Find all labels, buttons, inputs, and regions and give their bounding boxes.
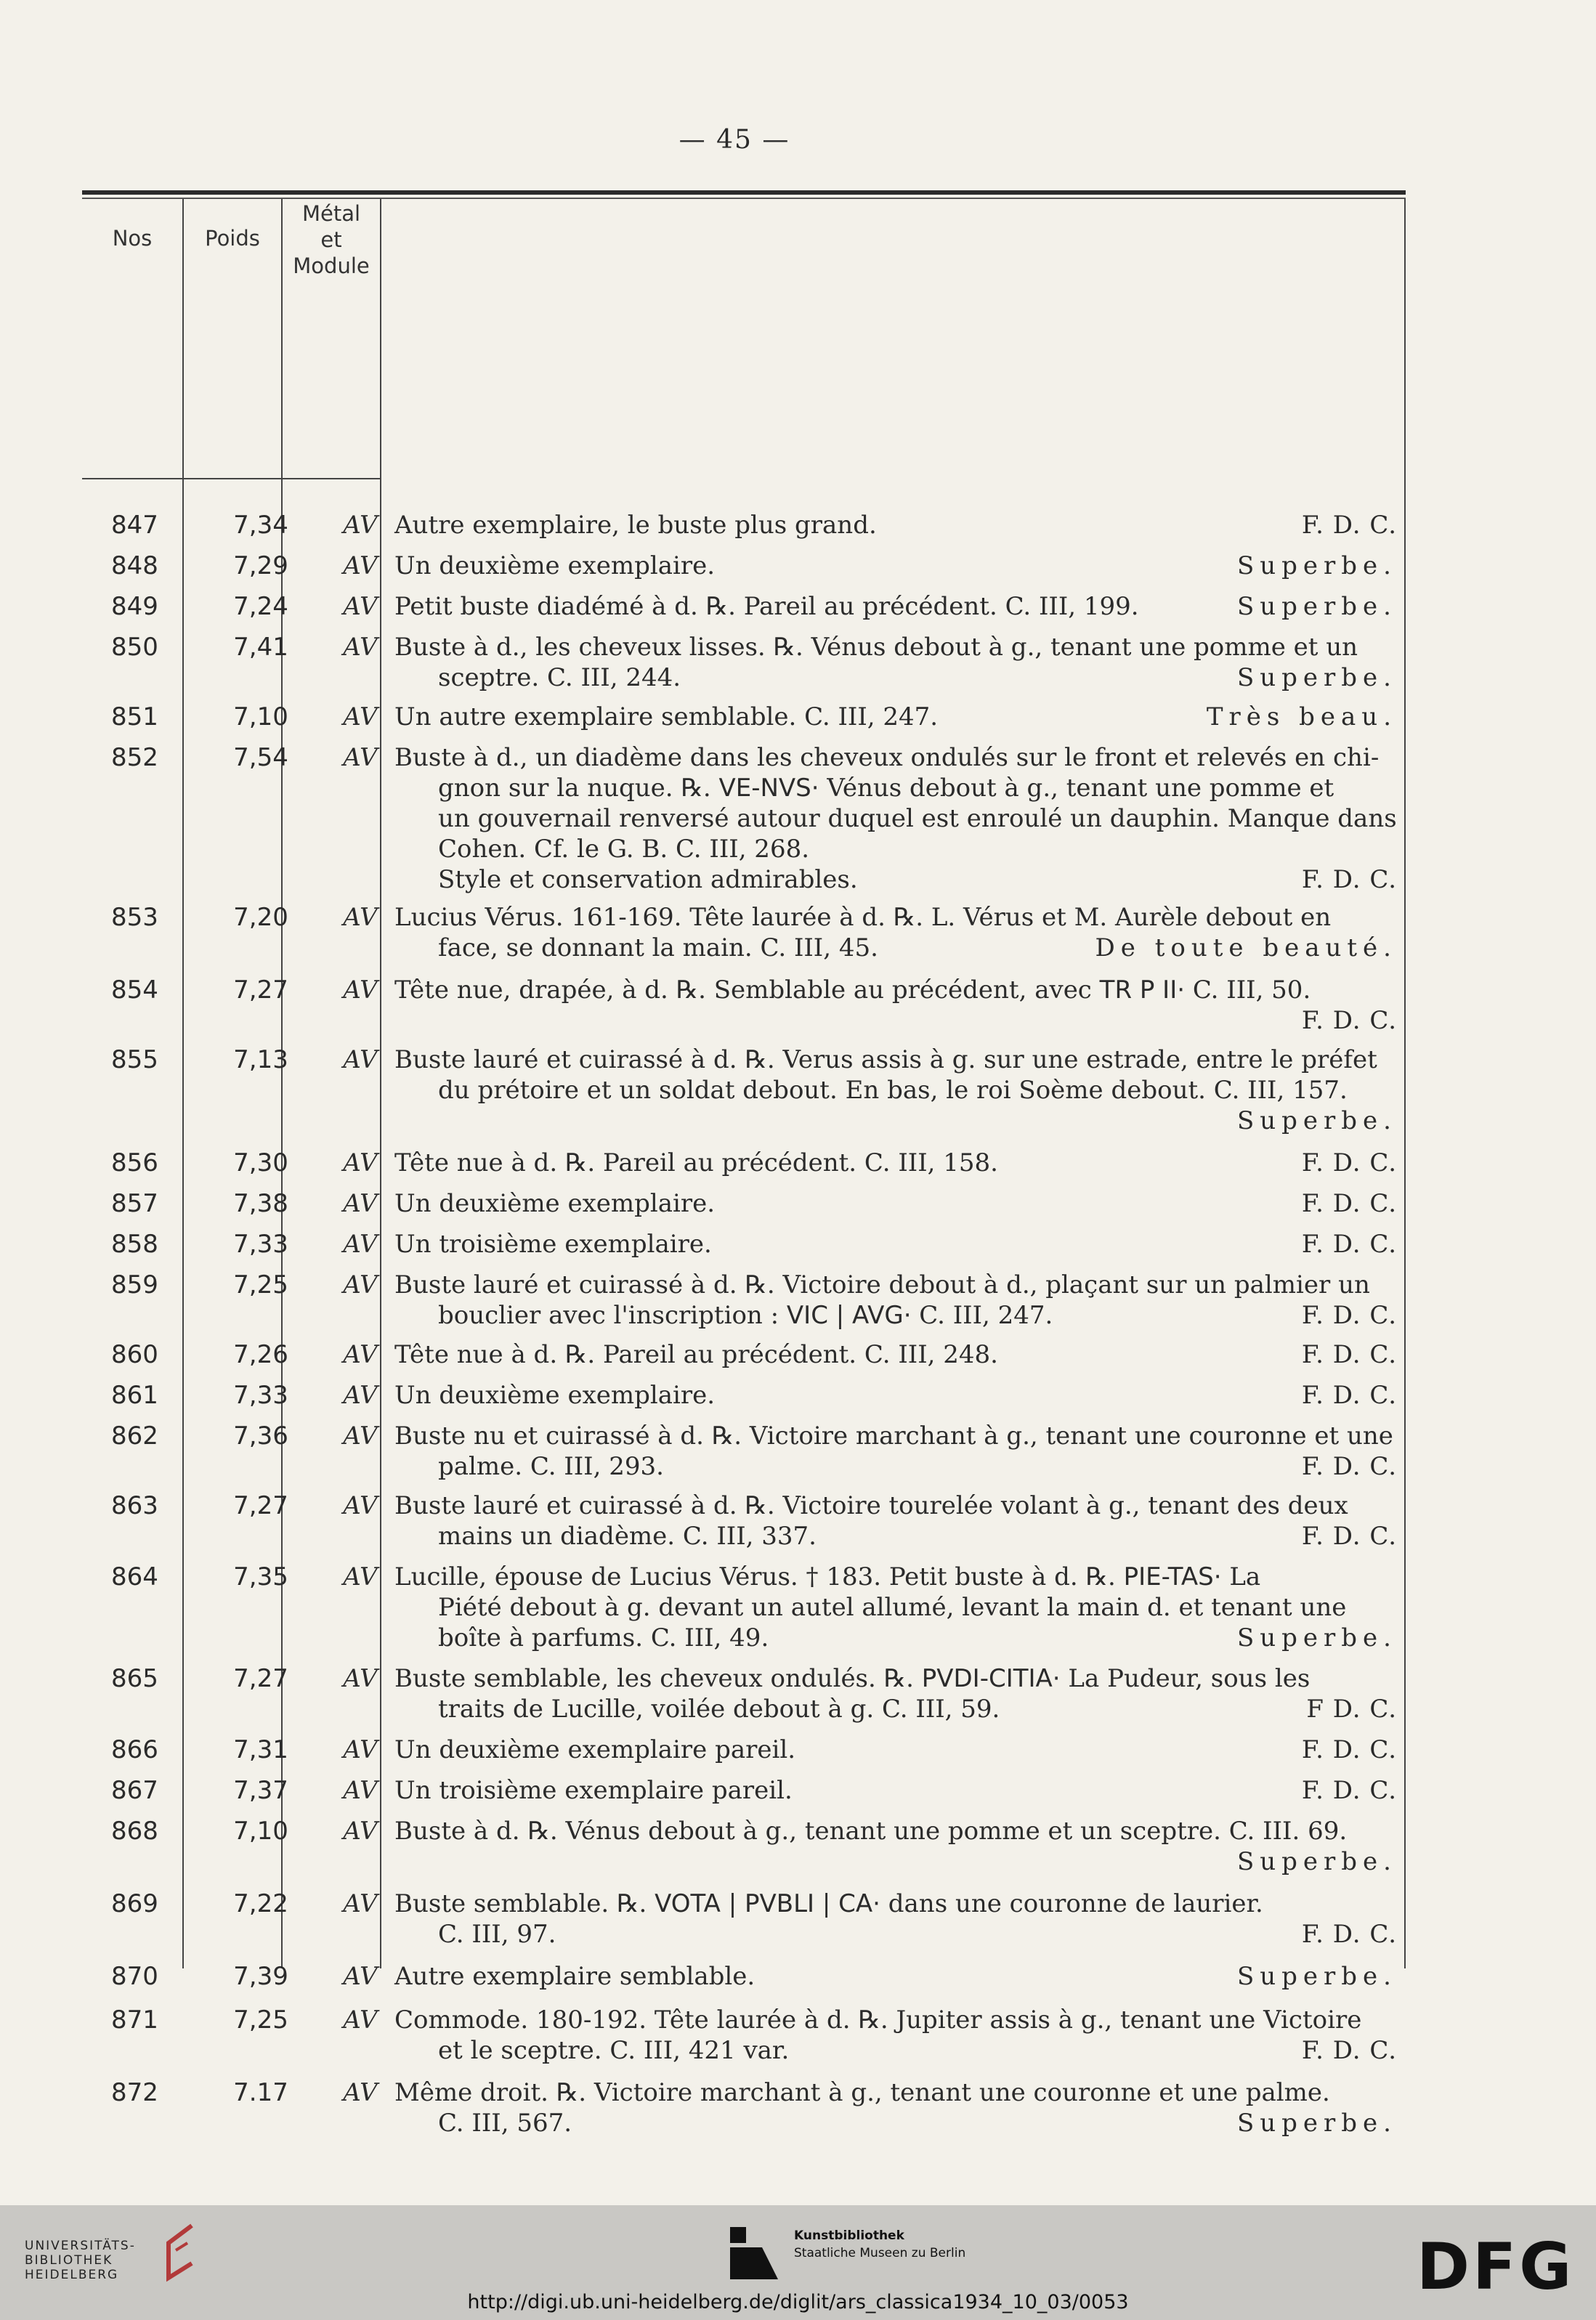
lot-metal: AV <box>343 1664 378 1693</box>
university-line: HEIDELBERG <box>25 2268 119 2282</box>
lot-grade: F. D. C. <box>1301 2036 1397 2065</box>
description-line: un gouvernail renversé autour duquel est enroulé un dauphin. Manque dans <box>438 804 1397 833</box>
lot-metal: AV <box>343 976 378 1005</box>
description-line: Tête nue, drapée, à d. ℞. Semblable au précédent, avec TR P II· C. III, 50. F. D. C. <box>394 976 1397 1035</box>
lot-metal: AV <box>343 743 378 772</box>
description-line: et le sceptre. C. III, 421 var. F. D. C. <box>438 2036 1397 2065</box>
lot-grade: Superbe. <box>1236 1847 1397 1876</box>
header-nos: Nos <box>112 226 153 251</box>
lot-number: 852 <box>111 743 158 772</box>
description-line: Buste à d., un diadème dans les cheveux ondulés sur le front et relevés en chi- <box>394 743 1380 772</box>
lot-description <box>394 1188 1397 1219</box>
header-metal-line: Métal <box>301 201 361 226</box>
lot-weight: 7,27 <box>233 1664 288 1693</box>
lot-weight: 7,31 <box>233 1735 288 1764</box>
lot-description <box>394 1735 1397 1765</box>
description-line: gnon sur la nuque. ℞. VE-NVS· Vénus debout à g., tenant une pomme et <box>438 774 1334 803</box>
lot-metal: AV <box>343 1270 378 1299</box>
page-number: — 45 — <box>678 125 790 155</box>
lot-description <box>394 1380 1397 1411</box>
lot-number: 870 <box>111 1962 158 1991</box>
description-line: Un deuxième exemplaire. F. D. C. <box>394 1189 1397 1218</box>
lot-grade: F. D. C. <box>1301 1006 1397 1035</box>
description-line: Buste à d., les cheveux lisses. ℞. Vénus debout à g., tenant une pomme et un <box>394 633 1358 662</box>
lot-description <box>394 1339 1397 1370</box>
column-divider <box>281 199 283 1968</box>
lot-metal: AV <box>343 1045 378 1074</box>
description-line: traits de Lucille, voilée debout à g. C. III, 59. F D. C. <box>438 1695 1397 1724</box>
kunstbibliothek-title: Kunstbibliothek <box>794 2228 904 2243</box>
lot-weight: 7,30 <box>233 1148 288 1177</box>
lot-number: 859 <box>111 1270 158 1299</box>
description-line: boîte à parfums. C. III, 49. Superbe. <box>438 1623 1397 1652</box>
lot-number: 871 <box>111 2005 158 2035</box>
source-url[interactable]: http://digi.ub.uni-heidelberg.de/diglit/ars_classica1934_10_03/0053 <box>467 2291 1129 2313</box>
lot-description <box>394 1961 1397 1992</box>
lot-grade: F. D. C. <box>1301 1340 1397 1369</box>
lot-weight: 7,33 <box>233 1381 288 1410</box>
lot-grade: F. D. C. <box>1301 1776 1397 1805</box>
dfg-logo: DFG <box>1417 2229 1575 2304</box>
top-rule <box>82 190 1406 195</box>
lot-description <box>394 1562 1397 1653</box>
lot-grade: Superbe. <box>1236 1962 1397 1991</box>
description-line: Buste nu et cuirassé à d. ℞. Victoire marchant à g., tenant une couronne et une <box>394 1421 1393 1451</box>
description-line: Lucius Vérus. 161-169. Tête laurée à d. ℞. L. Vérus et M. Aurèle debout en <box>394 903 1332 932</box>
lot-description <box>394 1270 1397 1331</box>
lot-metal: AV <box>343 903 378 932</box>
lot-weight: 7,34 <box>233 511 288 540</box>
lot-number: 861 <box>111 1381 158 1410</box>
lot-grade: F. D. C. <box>1301 1301 1397 1330</box>
lot-number: 864 <box>111 1562 158 1591</box>
lot-grade: F. D. C. <box>1301 1148 1397 1177</box>
footer-bar <box>0 2205 1596 2320</box>
description-line: Lucille, épouse de Lucius Vérus. † 183. Petit buste à d. ℞. PIE-TAS· La <box>394 1562 1261 1591</box>
lot-number: 858 <box>111 1230 158 1259</box>
lot-description <box>394 902 1397 963</box>
description-line: Piété debout à g. devant un autel allumé, levant la main d. et tenant une <box>438 1593 1347 1622</box>
lot-metal: AV <box>343 1230 378 1259</box>
lot-grade: Superbe. <box>1236 2109 1397 2138</box>
lot-weight: 7,27 <box>233 976 288 1005</box>
lot-grade: F. D. C. <box>1301 511 1397 540</box>
lot-description <box>394 551 1397 581</box>
lot-weight: 7,13 <box>233 1045 288 1074</box>
lot-number: 854 <box>111 976 158 1005</box>
description-line: Même droit. ℞. Victoire marchant à g., tenant une couronne et une palme. <box>394 2078 1330 2107</box>
lot-weight: 7,36 <box>233 1421 288 1451</box>
lot-number: 860 <box>111 1340 158 1369</box>
lot-description <box>394 742 1397 895</box>
lot-weight: 7,35 <box>233 1562 288 1591</box>
lot-description <box>394 1775 1397 1806</box>
lot-number: 850 <box>111 633 158 662</box>
header-rule <box>82 478 182 479</box>
lot-weight: 7,27 <box>233 1491 288 1520</box>
description-line: sceptre. C. III, 244. Superbe. <box>438 663 1397 692</box>
lot-description <box>394 591 1397 622</box>
header-metal-line: et <box>320 227 342 252</box>
description-line: Un deuxième exemplaire. F. D. C. <box>394 1381 1397 1410</box>
lot-metal: AV <box>343 511 378 540</box>
lot-metal: AV <box>343 1735 378 1764</box>
lot-description <box>394 1148 1397 1178</box>
lot-description <box>394 632 1397 693</box>
description-line: Buste semblable, les cheveux ondulés. ℞. PVDI-CITIA· La Pudeur, sous les <box>394 1664 1311 1693</box>
header-metal <box>283 200 380 279</box>
lot-weight: 7,10 <box>233 702 288 731</box>
description-line: Buste lauré et cuirassé à d. ℞. Victoire tourelée volant à g., tenant des deux <box>394 1491 1348 1520</box>
header-poids: Poids <box>205 226 260 251</box>
university-line: BIBLIOTHEK <box>25 2253 113 2268</box>
lot-metal: AV <box>343 551 378 580</box>
lot-description <box>394 702 1397 732</box>
university-line: UNIVERSITÄTS- <box>25 2239 136 2253</box>
lot-grade: Superbe. <box>1236 592 1397 621</box>
lot-metal: AV <box>343 1189 378 1218</box>
lot-number: 865 <box>111 1664 158 1693</box>
description-line: Un deuxième exemplaire pareil. F. D. C. <box>394 1735 1397 1764</box>
description-line: Buste semblable. ℞. VOTA | PVBLI | CA· dans une couronne de laurier. <box>394 1889 1263 1918</box>
lot-weight: 7,41 <box>233 633 288 662</box>
kunstbibliothek-logo-icon <box>730 2227 778 2279</box>
lot-description <box>394 975 1397 1036</box>
lot-metal: AV <box>343 2078 378 2107</box>
lot-metal: AV <box>343 1889 378 1918</box>
lot-weight: 7,38 <box>233 1189 288 1218</box>
lot-grade: F. D. C. <box>1301 1735 1397 1764</box>
description-line: Style et conservation admirables. F. D. C. <box>438 865 1397 894</box>
lot-number: 849 <box>111 592 158 621</box>
lot-number: 869 <box>111 1889 158 1918</box>
lot-grade: Superbe. <box>1236 1623 1397 1652</box>
lot-grade: F. D. C. <box>1301 865 1397 894</box>
lot-metal: AV <box>343 1962 378 1991</box>
description-line: C. III, 97. F. D. C. <box>438 1920 1397 1949</box>
lot-weight: 7,22 <box>233 1889 288 1918</box>
description-line: Autre exemplaire, le buste plus grand. F. D. C. <box>394 511 1397 540</box>
lot-description <box>394 1229 1397 1260</box>
header-rule <box>283 478 380 479</box>
lot-grade: F D. C. <box>1306 1695 1397 1724</box>
lot-grade: Superbe. <box>1236 1106 1397 1135</box>
lot-grade: F. D. C. <box>1301 1522 1397 1551</box>
lot-number: 853 <box>111 903 158 932</box>
lot-grade: Très beau. <box>1206 702 1397 731</box>
description-line: du prétoire et un soldat debout. En bas, le roi Soème debout. C. III, 157. Superbe. <box>438 1076 1397 1135</box>
description-line: Buste à d. ℞. Vénus debout à g., tenant une pomme et un sceptre. C. III. 69. Superbe. <box>394 1817 1397 1876</box>
lot-number: 855 <box>111 1045 158 1074</box>
lot-metal: AV <box>343 1148 378 1177</box>
lot-grade: Superbe. <box>1236 663 1397 692</box>
lot-number: 872 <box>111 2078 158 2107</box>
university-library-label <box>25 2239 136 2282</box>
lot-description <box>394 1663 1397 1724</box>
lot-metal: AV <box>343 1491 378 1520</box>
lot-weight: 7,24 <box>233 592 288 621</box>
lot-number: 863 <box>111 1491 158 1520</box>
lot-description <box>394 1490 1397 1552</box>
header-rule <box>184 478 281 479</box>
lot-metal: AV <box>343 1421 378 1451</box>
lot-description <box>394 2005 1397 2066</box>
description-line: Un autre exemplaire semblable. C. III, 247. Très beau. <box>394 702 1397 731</box>
lot-grade: De toute beauté. <box>1095 933 1397 962</box>
description-line: Un troisième exemplaire. F. D. C. <box>394 1230 1397 1259</box>
description-line: Petit buste diadémé à d. ℞. Pareil au précédent. C. III, 199. Superbe. <box>394 592 1397 621</box>
lot-number: 867 <box>111 1776 158 1805</box>
kunstbibliothek-label <box>794 2227 965 2262</box>
catalogue-table <box>82 190 1406 2138</box>
lot-weight: 7,39 <box>233 1962 288 1991</box>
lot-weight: 7,25 <box>233 2005 288 2035</box>
lot-number: 851 <box>111 702 158 731</box>
lot-description <box>394 1889 1397 1950</box>
lot-metal: AV <box>343 2005 378 2035</box>
lot-grade: F. D. C. <box>1301 1452 1397 1481</box>
lot-weight: 7,20 <box>233 903 288 932</box>
lot-metal: AV <box>343 702 378 731</box>
lot-grade: Superbe. <box>1236 551 1397 580</box>
lot-metal: AV <box>343 1381 378 1410</box>
lot-description <box>394 1816 1397 1877</box>
description-line: face, se donnant la main. C. III, 45. De toute beauté. <box>438 933 1397 962</box>
lot-weight: 7,26 <box>233 1340 288 1369</box>
description-line: Autre exemplaire semblable. Superbe. <box>394 1962 1397 1991</box>
lot-metal: AV <box>343 633 378 662</box>
lot-metal: AV <box>343 1562 378 1591</box>
description-line: Commode. 180-192. Tête laurée à d. ℞. Jupiter assis à g., tenant une Victoire <box>394 2005 1362 2035</box>
lot-weight: 7,37 <box>233 1776 288 1805</box>
lot-description <box>394 2077 1397 2138</box>
lot-number: 857 <box>111 1189 158 1218</box>
description-line: C. III, 567. Superbe. <box>438 2109 1397 2138</box>
description-line: palme. C. III, 293. F. D. C. <box>438 1452 1397 1481</box>
column-divider <box>1404 199 1406 1968</box>
column-divider <box>182 199 184 1968</box>
lot-grade: F. D. C. <box>1301 1189 1397 1218</box>
lot-metal: AV <box>343 1340 378 1369</box>
lot-weight: 7,29 <box>233 551 288 580</box>
lot-weight: 7,54 <box>233 743 288 772</box>
lot-number: 856 <box>111 1148 158 1177</box>
university-logo-icon <box>154 2221 198 2284</box>
description-line: Buste lauré et cuirassé à d. ℞. Victoire debout à d., plaçant sur un palmier un <box>394 1270 1370 1299</box>
description-line: Tête nue à d. ℞. Pareil au précédent. C. III, 158. F. D. C. <box>394 1148 1397 1177</box>
description-line: Buste lauré et cuirassé à d. ℞. Verus assis à g. sur une estrade, entre le préfet <box>394 1045 1377 1074</box>
lot-number: 862 <box>111 1421 158 1451</box>
description-line: Tête nue à d. ℞. Pareil au précédent. C. III, 248. F. D. C. <box>394 1340 1397 1369</box>
description-line: Cohen. Cf. le G. B. C. III, 268. <box>438 835 810 864</box>
lot-metal: AV <box>343 1817 378 1846</box>
lot-metal: AV <box>343 1776 378 1805</box>
lot-number: 847 <box>111 511 158 540</box>
lot-number: 868 <box>111 1817 158 1846</box>
description-line: bouclier avec l'inscription : VIC | AVG· C. III, 247. F. D. C. <box>438 1301 1397 1330</box>
lot-grade: F. D. C. <box>1301 1230 1397 1259</box>
header-metal-line: Module <box>293 254 370 278</box>
lot-weight: 7,33 <box>233 1230 288 1259</box>
column-divider <box>380 199 381 1968</box>
lot-weight: 7,25 <box>233 1270 288 1299</box>
lot-description <box>394 1421 1397 1482</box>
lot-weight: 7,10 <box>233 1817 288 1846</box>
lot-weight: 7.17 <box>233 2078 288 2107</box>
lot-number: 866 <box>111 1735 158 1764</box>
description-line: Un deuxième exemplaire. Superbe. <box>394 551 1397 580</box>
description-line: mains un diadème. C. III, 337. F. D. C. <box>438 1522 1397 1551</box>
lot-number: 848 <box>111 551 158 580</box>
lot-description <box>394 510 1397 540</box>
lot-description <box>394 1045 1397 1136</box>
description-line: Un troisième exemplaire pareil. F. D. C. <box>394 1776 1397 1805</box>
lot-grade: F. D. C. <box>1301 1920 1397 1949</box>
kunstbibliothek-subtitle: Staatliche Museen zu Berlin <box>794 2246 966 2260</box>
lot-grade: F. D. C. <box>1301 1381 1397 1410</box>
lot-metal: AV <box>343 592 378 621</box>
